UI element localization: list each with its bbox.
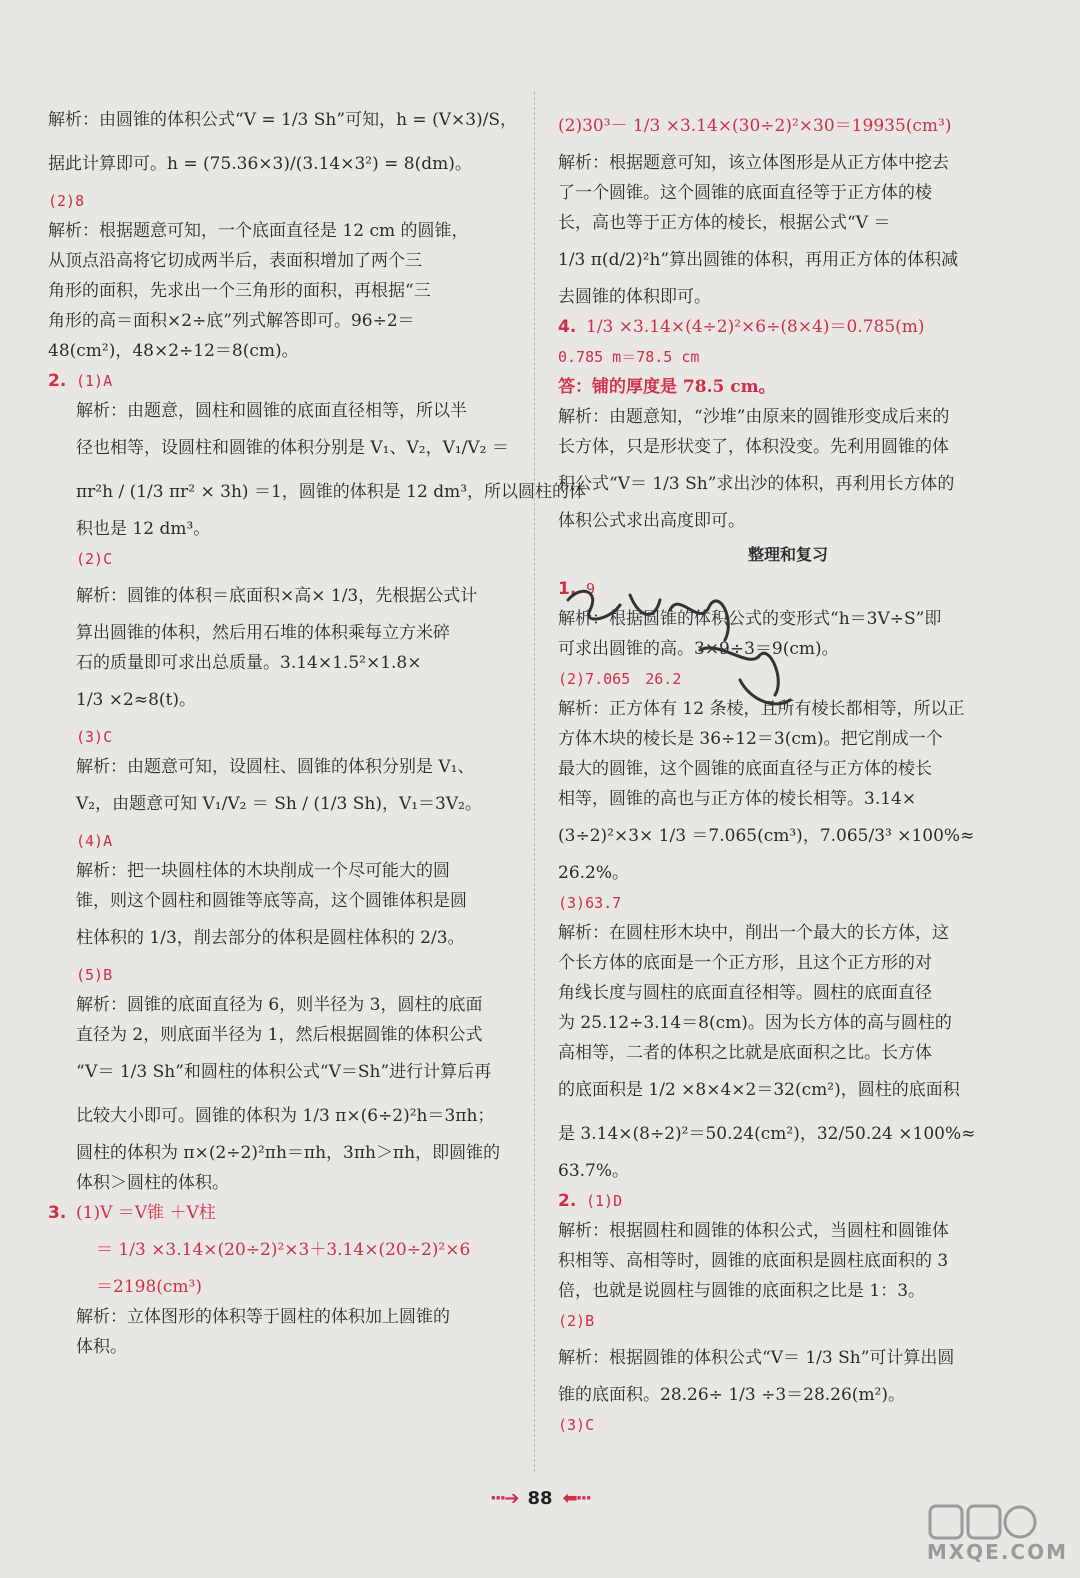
- text-line: 锥的底面积。28.26÷ 1/3 ÷3＝28.26(m²)。: [558, 1385, 906, 1405]
- text-line: 圆柱的体积为 π×(2÷2)²πh＝πh，3πh＞πh，即圆锥的: [76, 1143, 501, 1163]
- text-line: 体积公式求出高度即可。: [558, 511, 745, 531]
- answer-formula: ＝2198(cm³): [96, 1277, 202, 1297]
- text-line: 长，高也等于正方体的棱长，根据公式“V ＝: [558, 213, 891, 233]
- text-line: 体积。: [76, 1337, 127, 1357]
- question-2: [48, 366, 508, 396]
- text-line: 径也相等，设圆柱和圆锥的体积分别是 V₁、V₂，V₁/V₂ ＝: [76, 438, 509, 458]
- text-line: 解析：根据题意可知，一个底面直径是 12 cm 的圆锥，: [48, 221, 469, 241]
- text-line: 石的质量即可求出总质量。3.14×1.5²×1.8×: [76, 653, 422, 673]
- answer-label: (1)D: [586, 1192, 623, 1210]
- answer-label: (3)63.7: [558, 894, 622, 912]
- text-line: 解析：根据题意可知，该立体图形是从正方体中挖去: [558, 153, 949, 173]
- text-line: 方体木块的棱长是 36÷12＝3(cm)。把它削成一个: [558, 729, 943, 749]
- answer-label: (3)C: [76, 728, 113, 746]
- text-line: 可求出圆锥的高。3×9÷3＝9(cm)。: [558, 639, 839, 659]
- watermark-emblem-icon: [928, 1504, 1038, 1540]
- text-line: 直径为 2，则底面半径为 1，然后根据圆锥的体积公式: [76, 1025, 483, 1045]
- text-line: 解析：圆锥的底面直径为 6，则半径为 3，圆柱的底面: [76, 995, 483, 1015]
- text-line: 积相等、高相等时，圆锥的底面积是圆柱底面积的 3: [558, 1251, 949, 1271]
- text-line: 解析：圆锥的体积＝底面积×高× 1/3，先根据公式计: [76, 586, 478, 606]
- text-line: 是 3.14×(8÷2)²＝50.24(cm²)，32/50.24 ×100%≈: [558, 1124, 976, 1144]
- text-line: 从顶点沿高将它切成两半后，表面积增加了两个三: [48, 251, 422, 271]
- text-line: 锥，则这个圆柱和圆锥等底等高，这个圆锥体积是圆: [76, 891, 467, 911]
- text-line: (3÷2)²×3× 1/3 ＝7.065(cm³)，7.065/3³ ×100%≈: [558, 826, 975, 846]
- answer-formula: (1)V ＝V锥 ＋V柱: [76, 1203, 216, 1223]
- answer-formula: (2)30³－ 1/3 ×3.14×(30÷2)²×30＝19935(cm³): [558, 116, 952, 136]
- text-line: 最大的圆锥，这个圆锥的底面直径与正方体的棱长: [558, 759, 932, 779]
- section-title: 整理和复习: [747, 545, 828, 564]
- right-column: [558, 104, 1018, 1440]
- arrow-left-icon: ⬅···: [562, 1487, 591, 1509]
- column-divider: [534, 92, 535, 1472]
- text-line: 解析：把一块圆柱体的木块削成一个尽可能大的圆: [76, 861, 450, 881]
- question-number: 1.: [558, 579, 577, 599]
- text-line: 的底面积是 1/2 ×8×4×2＝32(cm²)，圆柱的底面积: [558, 1080, 960, 1100]
- answer-formula: ＝ 1/3 ×3.14×(20÷2)²×3＋3.14×(20÷2)²×6: [96, 1240, 471, 1260]
- text-line: 据此计算即可。h = (75.36×3)/(3.14×3²) = 8(dm)。: [48, 154, 472, 174]
- answer-label: (2)B: [558, 1312, 595, 1330]
- answer-label: (4)A: [76, 832, 113, 850]
- text-line: 柱体积的 1/3，削去部分的体积是圆柱体积的 2/3。: [76, 928, 465, 948]
- text-line: “V＝ 1/3 Sh”和圆柱的体积公式“V＝Sh”进行计算后再: [76, 1062, 492, 1082]
- text-line: 解析：在圆柱形木块中，削出一个最大的长方体，这: [558, 923, 949, 943]
- text-line: 解析：正方体有 12 条棱，且所有棱长都相等，所以正: [558, 699, 965, 719]
- text-line: 1/3 π(d/2)²h”算出圆锥的体积，再用正方体的体积减: [558, 250, 959, 270]
- text-line: 去圆锥的体积即可。: [558, 287, 711, 307]
- question-number: 3.: [48, 1203, 67, 1223]
- watermark-text: MXQE.COM: [926, 1540, 1068, 1564]
- text-line: 解析：根据圆柱和圆锥的体积公式，当圆柱和圆锥体: [558, 1221, 949, 1241]
- answer-label: (2)8: [48, 192, 85, 210]
- page-number: 88: [527, 1487, 553, 1509]
- text-line: 高相等，二者的体积之比就是底面积之比。长方体: [558, 1043, 932, 1063]
- answer-statement: 答：铺的厚度是 78.5 cm。: [558, 377, 776, 397]
- text-line: 长方体，只是形状变了，体积没变。先利用圆锥的体: [558, 437, 949, 457]
- answer-label: 9: [586, 580, 596, 598]
- answer-label: (3)C: [558, 1416, 595, 1434]
- text-line: V₂，由题意可知 V₁/V₂ ＝ Sh / (1/3 Sh)，V₁＝3V₂。: [76, 794, 482, 814]
- text-line: 26.2%。: [558, 863, 630, 883]
- answer-label: (2)C: [76, 550, 113, 568]
- text-line: 解析：由圆锥的体积公式“V = 1/3 Sh”可知，h = (V×3)/S，: [48, 110, 518, 130]
- text-line: 为 25.12÷3.14＝8(cm)。因为长方体的高与圆柱的: [558, 1013, 952, 1033]
- text-line: πr²h / (1/3 πr² × 3h) ＝1，圆锥的体积是 12 dm³，所以圆柱的体: [76, 482, 587, 502]
- question-number: 2.: [48, 371, 67, 391]
- text-line: 解析：根据圆锥的体积公式的变形式“h＝3V÷S”即: [558, 609, 942, 629]
- text-line: 了一个圆锥。这个圆锥的底面直径等于正方体的棱: [558, 183, 932, 203]
- question-number: 4.: [558, 317, 577, 337]
- text-line: 相等，圆锥的高也与正方体的棱长相等。3.14×: [558, 789, 917, 809]
- text-line: 角形的面积，先求出一个三角形的面积，再根据“三: [48, 281, 431, 301]
- text-line: 解析：立体图形的体积等于圆柱的体积加上圆锥的: [76, 1307, 450, 1327]
- text-line: 比较大小即可。圆锥的体积为 1/3 π×(6÷2)²h＝3πh；: [76, 1106, 495, 1126]
- text-line: 解析：由题意可知，设圆柱、圆锥的体积分别是 V₁、: [76, 757, 475, 777]
- answer-label: (5)B: [76, 966, 113, 984]
- text-line: 63.7%。: [558, 1161, 630, 1181]
- arrow-right-icon: ···➔: [489, 1487, 518, 1509]
- text-line: 倍，也就是说圆柱与圆锥的底面积之比是 1：3。: [558, 1281, 926, 1301]
- text-line: 48(cm²)，48×2÷12＝8(cm)。: [48, 341, 299, 361]
- question-4: [558, 312, 1018, 342]
- text-line: 体积＞圆柱的体积。: [76, 1173, 229, 1193]
- answer-formula: 1/3 ×3.14×(4÷2)²×6÷(8×4)＝0.785(m): [586, 317, 925, 337]
- answer-label: (2)7.065 26.2: [558, 670, 682, 688]
- watermark-logo: [878, 1504, 1068, 1564]
- text-line: 解析：由题意知，“沙堆”由原来的圆锥形变成后来的: [558, 407, 950, 427]
- question-2b: [558, 1186, 1018, 1216]
- text-line: 积也是 12 dm³。: [76, 519, 211, 539]
- text-line: 积公式“V＝ 1/3 Sh”求出沙的体积，再利用长方体的: [558, 474, 955, 494]
- answer-formula: 0.785 m＝78.5 cm: [558, 348, 700, 366]
- text-line: 角形的高＝面积×2÷底”列式解答即可。96÷2＝: [48, 311, 415, 331]
- text-line: 个长方体的底面是一个正方形，且这个正方形的对: [558, 953, 932, 973]
- text-line: 算出圆锥的体积，然后用石堆的体积乘每立方米碎: [76, 623, 450, 643]
- handwriting-scribble: [560, 580, 800, 730]
- text-line: 角线长度与圆柱的底面直径相等。圆柱的底面直径: [558, 983, 932, 1003]
- text-line: 解析：根据圆锥的体积公式“V＝ 1/3 Sh”可计算出圆: [558, 1348, 955, 1368]
- text-line: 解析：由题意，圆柱和圆锥的底面直径相等，所以半: [76, 401, 467, 421]
- question-3: [48, 1198, 508, 1228]
- question-number: 2.: [558, 1191, 577, 1211]
- text-line: 1/3 ×2≈8(t)。: [76, 690, 196, 710]
- answer-label: (1)A: [76, 372, 113, 390]
